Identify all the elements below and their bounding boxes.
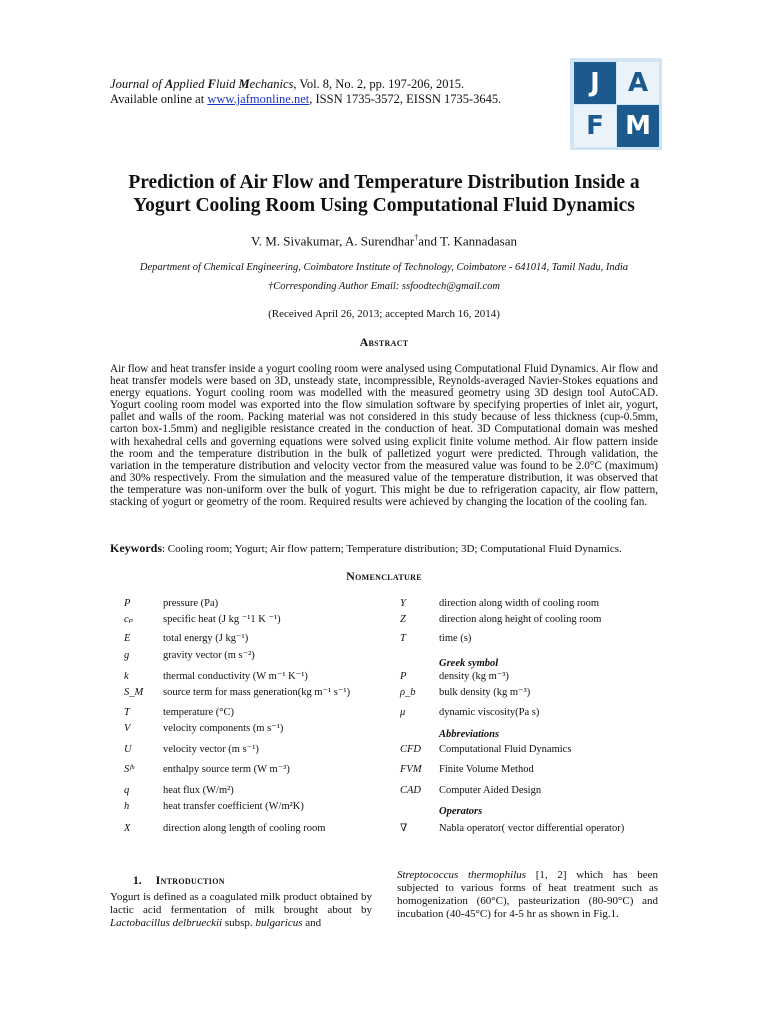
- nomenclature-description: thermal conductivity (W m⁻¹ K⁻¹): [163, 671, 308, 682]
- journal-citation: Journal of Applied Fluid Mechanics, Vol. 8, No. 2, pp. 197-206, 2015. Available online at www.jafmonline.net, ISSN 1735-3572, EISSN 1735-3645.: [110, 77, 502, 106]
- nomenclature-description: gravity vector (m s⁻²): [163, 650, 255, 661]
- nomenclature-description: direction along length of cooling room: [163, 823, 326, 834]
- nomenclature-description: heat flux (W/m²): [163, 785, 234, 796]
- nomenclature-symbol: E: [124, 633, 131, 644]
- nomenclature-symbol: cₚ: [124, 614, 133, 625]
- nomenclature-symbol: Sᶠʰ: [124, 764, 135, 775]
- nomenclature-description: density (kg m⁻³): [439, 671, 509, 682]
- jafm-logo: [570, 58, 662, 150]
- nomenclature-subheading-text: Abbreviations: [439, 729, 500, 740]
- nomenclature-heading: Nomenclature: [346, 569, 422, 583]
- nomenclature-description: bulk density (kg m⁻³): [439, 687, 531, 698]
- nomenclature-symbol: ∇: [400, 823, 408, 834]
- nomenclature-symbol: g⃗: [124, 650, 138, 661]
- introduction-left-column: Yogurt is defined as a coagulated milk product obtained by lactic acid fermentation of milk brought about by Lactobacillus delbrueckii subsp. bulgaricus and: [110, 891, 372, 929]
- nomenclature-description: total energy (J kg⁻¹): [163, 633, 249, 644]
- logo-letter-j: J: [574, 62, 616, 104]
- keywords: Keywords: Cooling room; Yogurt; Air flow pattern; Temperature distribution; 3D; Computational Fluid Dynamics.: [110, 541, 622, 555]
- nomenclature-description: velocity components (m s⁻¹): [163, 723, 284, 734]
- nomenclature-description: heat transfer coefficient (W/m²K): [163, 801, 304, 812]
- nomenclature-description: Computer Aided Design: [439, 785, 542, 796]
- nomenclature-description: specific heat (J kg ⁻¹1 K ⁻¹): [163, 614, 281, 625]
- nomenclature-description: enthalpy source term (W m⁻³): [163, 764, 290, 775]
- nomenclature-symbol: CAD: [400, 785, 421, 796]
- nomenclature-symbol: FVM: [400, 764, 422, 775]
- nomenclature-symbol: CFD: [400, 744, 421, 755]
- corresponding-author: †Corresponding Author Email: ssfoodtech@gmail.com: [268, 281, 500, 292]
- nomenclature-symbol: U: [124, 744, 132, 755]
- introduction-right-column: Streptococcus thermophilus [1, 2] which has been subjected to various forms of heat treatment such as homogenization (60°C), pasteurization (80-90°C) and incubation (40-45°C) for 4-5 hr as shown in Fig.1.: [397, 869, 658, 920]
- nomenclature-symbol: V: [124, 723, 131, 734]
- nomenclature-description: dynamic viscosity(Pa s): [439, 707, 540, 718]
- journal-website-link[interactable]: www.jafmonline.net: [207, 92, 310, 106]
- nomenclature-description: Nabla operator( vector differential operator): [439, 823, 625, 834]
- nomenclature-description: pressure (Pa): [163, 598, 219, 609]
- nomenclature-symbol: Y: [400, 598, 406, 609]
- nomenclature-description: source term for mass generation(kg m⁻¹ s⁻¹): [163, 687, 351, 698]
- nomenclature-description: direction along width of cooling room: [439, 598, 600, 609]
- received-dates: (Received April 26, 2013; accepted March 16, 2014): [268, 308, 500, 320]
- nomenclature-symbol: k: [124, 671, 129, 682]
- author-list: V. M. Sivakumar, A. Surendhar†and T. Kannadasan: [251, 233, 517, 249]
- nomenclature-subheading-text: Greek symbol: [439, 658, 499, 669]
- nomenclature-symbol: S_M: [124, 687, 144, 698]
- logo-letter-a: A: [617, 62, 659, 104]
- abstract-heading: Abstract: [359, 335, 409, 349]
- nomenclature-subheading-text: Operators: [439, 806, 483, 817]
- paper-title: Prediction of Air Flow and Temperature Distribution Inside a Yogurt Cooling Room Using Computational Fluid Dynamics: [128, 172, 640, 216]
- nomenclature-symbol: Z: [400, 614, 406, 625]
- nomenclature-symbol: Ρ: [400, 671, 407, 682]
- nomenclature-symbol: P: [124, 598, 131, 609]
- nomenclature-description: temperature (°C): [163, 707, 234, 718]
- nomenclature-description: velocity vector (m s⁻¹): [163, 744, 259, 755]
- nomenclature-description: Computational Fluid Dynamics: [439, 744, 572, 755]
- nomenclature-description: Finite Volume Method: [439, 764, 534, 775]
- abstract-text: Air flow and heat transfer inside a yogurt cooling room were analysed using Computational Fluid Dynamics. Air flow and heat transfer models were based on 3D, unsteady state, incompressible, Reynolds-averaged Navier-Stokes equations and energy equations. Yogurt cooling room was modelled with the measured geometry using 3D design tool AutoCAD. Yogurt cooling room model was exported into the flow simulation software by specifying properties of inlet air, yogurt, pallet and walls of the room. Packing material was not considered in this study because of less thickness (cup-0.5mm, carton box-1.5mm) and negligible resistance created in the conduction of heat. 3D Computational domain was meshed with hexahedral cells and governing equations were solved using explicit finite volume method. Air flow pattern inside the room and the temperature distribution in the bulk of palletized yogurt were predicted. Through validation, the variation in the temperature distribution and velocity vector from the measured value was found to be 2.0°C (maximum) and 30% respectively. From the simulation and the measured value of the temperature distribution, it was observed that the temperature was non-uniform over the bulk of yogurt. This might be due to refrigeration capacity, air flow pattern, stacking of yogurt or geometry of the room. Required results were achieved by changing the location of the cooling fan.: [110, 363, 658, 509]
- affiliation: Department of Chemical Engineering, Coimbatore Institute of Technology, Coimbatore - 641014, Tamil Nadu, India: [139, 262, 629, 273]
- nomenclature-symbol: q: [124, 785, 130, 796]
- introduction-heading: 1. Introduction: [133, 873, 225, 887]
- nomenclature-symbol: ρ_b: [400, 687, 416, 698]
- nomenclature-description: direction along height of cooling room: [439, 614, 602, 625]
- nomenclature-symbol: T: [124, 707, 130, 718]
- nomenclature-symbol: T: [400, 633, 406, 644]
- logo-letter-f: F: [574, 105, 616, 147]
- nomenclature-symbol: h: [124, 801, 130, 812]
- logo-letter-m: M: [617, 105, 659, 147]
- nomenclature-symbol: μ: [400, 707, 406, 718]
- nomenclature-description: time (s): [439, 633, 472, 644]
- nomenclature-symbol: X: [124, 823, 131, 834]
